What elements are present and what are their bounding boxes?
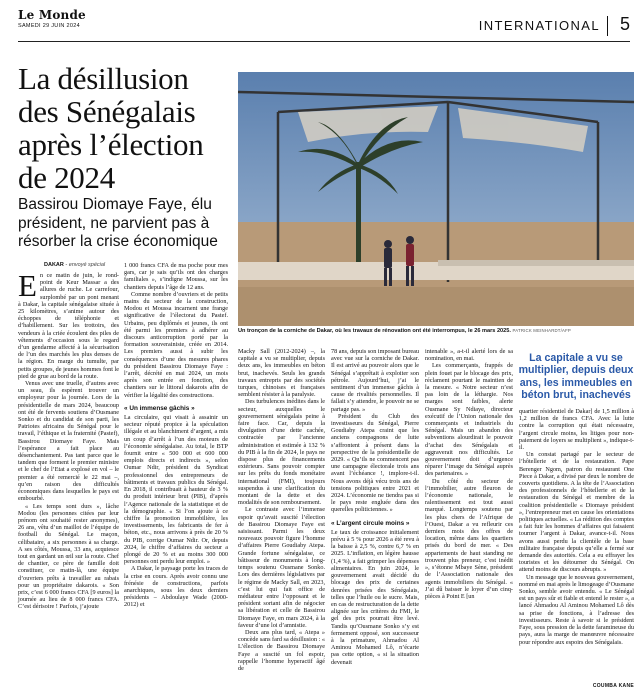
byline-role: - envoyé spécial xyxy=(65,262,106,268)
photo-caption xyxy=(238,327,638,335)
paragraph: 78 ans, depuis son imposant bureau avec vue sur la corniche de Dakar. Il est arrivé au pouvoir alors que le Sénégal s’apprêtait à exploiter son pétrole. Aujourd’hui, j’ai le sentiment d’un immense gâchis à cause de rivalités personnelles. Il fallait s’y attendre, le pouvoir ne se partage pas. » xyxy=(331,348,419,413)
corniche-photo-illustration xyxy=(238,72,634,326)
page-number: 5 xyxy=(619,14,630,34)
section-subhead: « L’argent circule moins » xyxy=(331,519,410,527)
paragraph: A Dakar, le paysage porte les traces de la crise en cours. Après avoir connu une frénésie de constructions, parfois anarchiques, sous les deux derniers présidents – Abdoulaye Wade (2000-2012) et xyxy=(124,565,228,609)
photo-credit: PATRICK MEINHARDT/AFP xyxy=(512,328,571,333)
text-column-4 xyxy=(331,348,419,666)
article-headline: La désillusion des Sénégalais après l’élection de 2024 xyxy=(18,61,204,195)
paragraph: « Les temps sont durs », lâche Modou (les personnes citées par leur prénom ont souhaité rester anonymes), 26 ans, vêtu d’un maillot de l’équipe de football du Sénégal. Le maçon, célibataire, a six personnes à sa charge. A ses côtés, Moussa, 33 ans, acquiesce tout en gardant un œil sur la route. Chef de chantier, ce père de famille doit constituer, ce matin-là, une équipe d’ouvriers prêts à travailler au rabais pour un propriétaire dakarois. « Son prix, c’est 6 000 francs CFA [9 euros] la journée au lieu de 8 000 francs CFA. C’est dérisoire ! Parfois, j’ajoute xyxy=(18,502,119,611)
text-column-1 xyxy=(18,268,119,611)
author-signature: COUMBA KANE xyxy=(592,683,634,689)
paragraph: Les commerçants, frappés de plein fouet par le blocage des prix, réclament pourtant le maintien de la mesure. « Notre secteur n’est pas loin de la léthargie. Nos marges sont faibles, alerte Ousmane Sy Ndiaye, directeur exécutif de l’Union nationale des commerçants et industriels du Sénégal. Mais un abandon des subventions alourdirait le pouvoir d’achat des Sénégalais et aggraverait nos difficultés. Le gouvernement doit d’urgence réparer l’image du Sénégal auprès des partenaires. » xyxy=(425,362,513,478)
text-column-3 xyxy=(238,348,325,672)
text-column-5 xyxy=(425,348,513,600)
paragraph: Comme nombre d’ouvriers et de petits mains du secteur de la construction, Modou et Moussa incarnent une frange significative de l’électorat du Pastef. Urbains, peu diplômés et jeunes, ils ont été parmi les premiers à adhérer au discours anticorruption porté par la formation souverainiste, créée en 2014. Les premiers aussi à subir les conséquences d’une des mesures phares du président Bassirou Diomaye Faye : l’arrêt, décrété en mai 2024, un mois après son entrée en fonction, des chantiers sur le littoral dakarois afin de vérifier la légalité des constructions. xyxy=(124,290,228,399)
paragraph: Venus avec une truelle, d’autres avec un seau, ils espèrent trouver un employeur pour la journée. Lors de la présidentielle de mars 2024, beaucoup ont été de fervents soutiens d’Ousmane Sonko et du candidat de son parti, les Patriotes africains du Sénégal pour le travail, l’éthique et la fraternité (Pastef), Bassirou Diomaye Faye. Mais l’espérance a fait place au désenchantement. Pas tant parce que le tandem que forment le premier ministre et le chef de l’Etat a explosé en vol – le premier a été remercié le 22 mai –, qu’en raison des difficultés économiques dans lesquelles le pays est embourbé. xyxy=(18,380,119,503)
article-photo xyxy=(238,72,634,326)
pull-quote: La capitale a vu se multiplier, depuis deux ans, les immeubles en béton brut, inachevés xyxy=(518,352,634,402)
paragraph: Un constat partagé par le secteur de l’hôtellerie et de la restauration. Pape Berenger Ngom, patron du restaurant One Piece à Dakar, a divisé par deux le nombre de couverts quotidiens. A la tête de l’Association des professionnels de l’hôtellerie et de la restauration du Sénégal et membre de la coalition présidentielle « Diomaye président », l’entrepreneur met en cause les orientations politiques actuelles. « La rédition des comptes a fait fuir les hommes d’affaires qui faisaient tourner l’argent à Dakar, avance-t-il. Nous avons aussi perdu la clientèle de la base militaire française depuis qu’elle a fermé sur demande des autorités. Cela a eu effrayer les touristes et les détourner du Sénégal. On attend moins de discours abrupts. » xyxy=(519,451,634,574)
text-column-6 xyxy=(519,352,634,646)
paragraph: 1 000 francs CFA de ma poche pour mes gars, car je sais qu’ils ont des charges familiales », s’indigne Moussa, sur les chantiers depuis l’âge de 12 ans. xyxy=(124,262,228,291)
paragraph: Deux ans plus tard, « Atepa » concède sans fard sa désillusion : « L’élection de Bassirou Diomaye Faye a suscité un fol espoir, rappelle l’homme hyperactif âgé de xyxy=(238,628,325,672)
paragraph: Le contraste avec l’immense espoir qu’avait suscité l’élection de Bassirou Diomaye Faye est saisissant. Parmi les deux nouveaux pouvoir figure l’homme d’affaires Pierre Goudiaby Atepa. Grande fortune sénégalaise, ce bâtisseur de monuments à long-temps soutenu Ousmane Sonko. Lors des dernières législatives par le régime de Macky Sall, en 2023, c’est lui qui fait office de médiateur entre l’opposant et le président sortant afin de négocier sa libération et celle de Bassirou Diomaye Faye, en mars 2024, à la faveur d’une loi d’amnistie. xyxy=(238,506,325,629)
article-subheadline: Bassirou Diomaye Faye, élu président, ne parvient pas à résorber la crise économique xyxy=(18,196,218,250)
masthead-logo: Le Monde xyxy=(18,8,86,22)
paragraph: quartier résidentiel de Dakar] de 1,5 million à 1,2 million de francs CFA. Avec la lutte contre la corruption qui était nécessaire, l’argent circule moins, les litiges pour non-paiement de loyers se multiplient », indique-t-il. xyxy=(519,408,634,452)
section-subhead: « Un immense gâchis » xyxy=(124,404,195,412)
paragraph: Macky Sall (2012-2024) –, la capitale a vu se multiplier, depuis deux ans, les immeubles en béton brut, inachevés. Seuls les grands travaux entrepris par des sociétés turques, chinoises et françaises semblent résister à la paralysie. xyxy=(238,348,325,399)
text-column-2 xyxy=(124,262,228,609)
header-divider xyxy=(607,16,608,36)
byline xyxy=(44,262,105,268)
page-header xyxy=(18,6,630,40)
paragraph: Le taux de croissance initialement prévu à 5 % pour 2026 a été revu à la baisse à 2,5 %, contre 6,7 % en 2025. L’inflation, en légère hausse (1,4 %), a fait grimper les dépenses alimentaires. En juin 2024, le gouvernement avait décidé du blocage des prix de certaines denrées prisées des Sénégalais, telles que l’huile ou le sucre. Mais, en cas de restructuration de la dette alignée sur les critères du FMI, le gel des prix pourrait être levé. Tandis qu’Ousmane Sonko s’y est fermement opposé, son successeur à la primature, Ahmadou Al Aminou Mohamed Lô, n’écarte pas cette option, « si la situation devenait xyxy=(331,528,419,666)
caption-text: Un tronçon de la corniche de Dakar, où les travaux de rénovation ont été interrompus, le 26 mars 2025. xyxy=(238,328,511,334)
byline-place: DAKAR xyxy=(44,262,64,268)
paragraph: Président du Club des investisseurs du Sénégal, Pierre Goudiaby Atepa craint que les anciens compagnons de lutte s’affrontent à présent dans la perspective de la présidentielle de 2029. « Qu’ils ne commencent pas une campagne électorale trois ans avant l’échéance !, implore-t-il. Nous avons déjà vécu trois ans de tensions politiques entre 2021 et 2024. L’économie ne tiendra pas si le pays reste engluée dans des querelles politiciennes. » xyxy=(331,412,419,514)
paragraph: Des turbulences inédites dans le secteur, auxquelles le gouvernement sénégalais peine à faire face. Car, depuis la divulgation d’une dette cachée, contractée par l’ancienne administration et estimée à 132 % du PIB à la fin de 2024, le pays ne dispose plus de financements extérieurs. Sans pouvoir compter sur les prêts du fonds monétaire international (FMI), toujours suspendus à une clarification du montant de la dette et des modalités de son remboursement. xyxy=(238,398,325,507)
paragraph: Un message que le nouveau gouvernement, nommé en mai après le limogeage d’Ousmane Sonko, semble avoir entendu. « Le Sénégal est un pays sûr et fiable et entend le rester », a lancé Ahmadou Al Aminou Mohamed Lô dès sa prise de fonctions, à l’adresse des investisseurs. Reste à savoir si le président Faye, sous pression de la dette faramineuse du pays, aura la marge de manœuvre nécessaire pour répondre aux espoirs des Sénégalais. xyxy=(519,573,634,646)
section-label: INTERNATIONAL xyxy=(478,18,600,33)
paragraph: La circulaire, qui visait à assainir un secteur réputé propice à la spéculation illégale et au blanchiment d’argent, a mis un coup d’arrêt à l’un des moteurs de l’économie sénégalaise. Au total, le BTP fournit entre « 500 000 et 600 000 emplois directs et indirects », selon Oumar Ndir, président du Syndicat professionnel des entrepreneurs de bâtiments et travaux publics du Sénégal. En 2018, il contribuait à hauteur de 3 % du produit intérieur brut (PIB), d’après l’Agence nationale de la statistique et de la démographie. « Si l’on ajoute à ce chiffre la promotion immobilière, les investissements, les fabricants de fer à béton, etc., nous arrivons à près de 20 % du PIB, corrige Oumar Ndir. Or, depuis 2024, le chiffre d’affaires du secteur a plongé de 20 % et au moins 300 000 personnes ont perdu leur emploi. » xyxy=(124,414,228,566)
paragraph: n ce matin de juin, le rond-point de Keur Massar a des allures de ruche. Le carrefour, surplombé par un pont menant à Dakar, la capitale sénégalaise située à 25 kilomètres, s’anime autour des échoppes de téléphonie et d’habillement. Sur les trottoirs, des vendeurs à la criée écoulent des piles de vêtements d’occasion sous le regard d’un gendarme affecté à la sécurisation de l’un des marchés les plus denses de la région. En marge du tumulte, par petits groupes, de jeunes hommes font le pied de grue au bord de la route. xyxy=(18,272,119,380)
header-rule xyxy=(18,41,630,42)
paragraph: Du côté du secteur de l’immobilier, autre fleuron de l’économie nationale, le ralentissement est tout aussi marqué. Longtemps soutenu par les plus chers de l’Afrique de l’Ouest, Dakar a vu refleurir ces derniers mois des offres de location, même dans les quartiers prisés du bord de mer. « Des appartements de haut standing ne trouvent plus preneur, c’est inédit », s’étonne Mbaye Sène, président de l’Association nationale des agents immobiliers du Sénégal. « J’ai dû baisser le loyer d’un cinq-pièces à Point E [un xyxy=(425,477,513,600)
issue-date: SAMEDI 29 JUIN 2024 xyxy=(18,23,80,29)
pull-quote-spacer xyxy=(519,352,634,408)
paragraph: intenable », a-t-il alerté lors de sa nomination, en mai. xyxy=(425,348,513,363)
drop-cap: E xyxy=(18,268,37,303)
